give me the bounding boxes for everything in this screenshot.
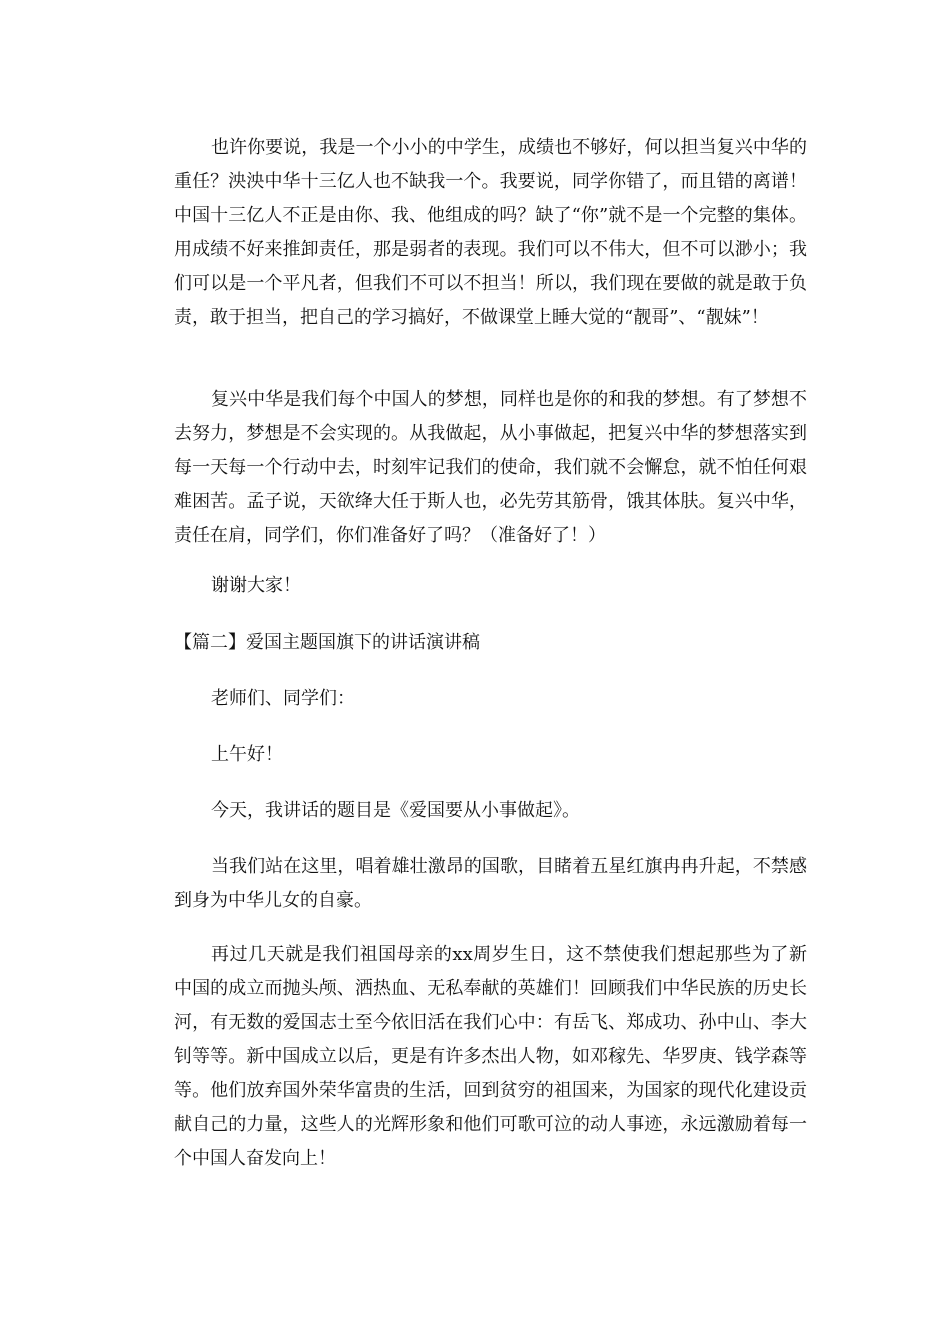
paragraph-responsibility: 也许你要说，我是一个小小的中学生，成绩也不够好，何以担当复兴中华的重任？泱泱中华十三亿人也不缺我一个。我要说，同学你错了，而且错的离谱！中国十三亿人不正是由你、我、他组成的吗？缺了“你”就不是一个完整的集体。用成绩不好来推卸责任，那是弱者的表现。我们可以不伟大，但不可以渺小；我们可以是一个平凡者，但我们不可以不担当！所以，我们现在要做的就是敢于负责，敢于担当，把自己的学习搞好，不做课堂上睡大觉的“靓哥”、“靓妹”！	[174, 137, 807, 328]
section-heading: 【篇二】爱国主题国旗下的讲话演讲稿	[174, 632, 480, 653]
paragraph-heroes: 再过几天就是我们祖国母亲的xx周岁生日，这不禁使我们想起那些为了新中国的成立而抛头颅、洒热血、无私奉献的英雄们！回顾我们中华民族的历史长河，有无数的爱国志士至今依旧活在我们心中：有岳飞、郑成功、孙中山、李大钊等等。新中国成立以后，更是有许多杰出人物，如邓稼先、华罗庚、钱学森等等。他们放弃国外荣华富贵的生活，回到贫穷的祖国来，为国家的现代化建设贡献自己的力量，这些人的光辉形象和他们可歌可泣的动人事迹，永远激励着每一个中国人奋发向上！	[174, 944, 807, 1169]
paragraph-good-morning: 上午好！	[211, 744, 283, 765]
paragraph-thanks: 谢谢大家！	[211, 575, 301, 596]
paragraph-dream: 复兴中华是我们每个中国人的梦想，同样也是你的和我的梦想。有了梦想不去努力，梦想是不会实现的。从我做起，从小事做起，把复兴中华的梦想落实到每一天每一个行动中去，时刻牢记我们的使命，我们就不会懈怠，就不怕任何艰难困苦。孟子说，天欲绛大任于斯人也，必先劳其筋骨，饿其体肤。复兴中华，责任在肩，同学们，你们准备好了吗？（准备好了！）	[174, 389, 807, 546]
paragraph-flag-raising: 当我们站在这里，唱着雄壮激昂的国歌，目睹着五星红旗冉冉升起，不禁感到身为中华儿女的自豪。	[174, 856, 807, 911]
paragraph-topic: 今天，我讲话的题目是《爱国要从小事做起》。	[211, 800, 580, 821]
paragraph-greeting-audience: 老师们、同学们：	[211, 688, 355, 709]
